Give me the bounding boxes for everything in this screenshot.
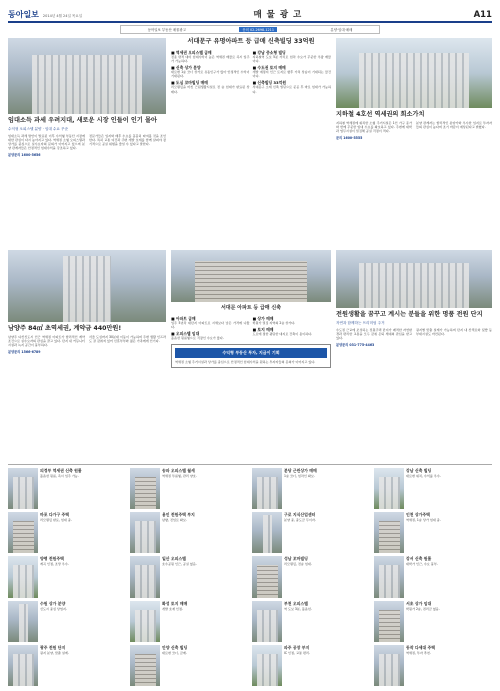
tile-photo [8,512,38,553]
tile-photo [252,556,282,597]
classified-tile [8,601,126,642]
story6-sub: 자연과 함께하는 프리미엄 주거 [336,320,385,325]
ribbon-highlight: 문의 02-2698-1211 [239,27,277,32]
page-header [8,6,492,20]
tile-body: 역세권 투룸형, 관리 양호. [162,474,197,478]
story2-item-title: ■ 수도권 토지 매매 [252,64,286,70]
tile-photo [8,468,38,509]
tile-title: 강남 신축 빌딩 [406,468,432,473]
tile-body: 계곡 인접, 조망 우수. [40,562,69,567]
story5-item-body: 도로에 접한 평탄한 대지로 건축이 용이하다. [252,331,313,336]
classified-tile [8,512,126,553]
story2-item-title: ■ 신축 상가 분양 [171,64,201,70]
tile-body: 역세권, 1층 상가 임대 중. [406,518,441,523]
promo-banner: 수익형 부동산 투자, 지금이 기회 [175,348,327,358]
tile-photo [8,601,38,642]
classified-tile [252,645,370,686]
story5-item-title: ■ 토지 매매 [252,326,274,332]
story2-item-body: 대로변 1층 코너 상가로 유동인구가 많아 안정적인 수익이 기대된다. [171,69,250,79]
classified-tile [374,468,492,509]
tile-title: 수원 상가 분양 [40,600,66,606]
story5-item-body: 학원가 밀집 지역의 2층 상가다. [252,320,296,325]
story5-item-title: ■ 상가 매매 [252,315,274,321]
promo-box [171,344,331,368]
tile-body: 대로변 위치, 수익률 우수. [406,474,441,478]
center-column [171,38,331,94]
tile-body: 1층 코너, 임차인 확보. [284,474,315,478]
ribbon-left: 동아일보 부동산 매물광고 [147,28,186,32]
story2-item-title: ■ 신축빌딩 33억원 [252,80,287,86]
tile-title: 광주 전원 단지 [40,644,66,650]
tile-photo [8,556,38,597]
story6-body-a: 수도권 근교에 조성되는 전원주택 단지가 쾌적한 자연환경과 편리한 교통을 모두 갖춰 은퇴 세대의 관심을 받고 있다. [336,327,412,340]
story1-headline: 임대소득 과세 우려지대, 새로운 시장 인들이 인기 몰아 [8,117,157,124]
tile-body: 분양 중, 중도금 무이자. [284,518,316,523]
classified-tile [130,556,248,597]
tile-photo [130,601,160,642]
photo-office [336,250,492,308]
story2-item-title: ■ 도심 꼬마빌딩 매매 [171,80,208,86]
ribbon-right: 분양·임대·매매 [330,28,353,32]
story6-contact: 분양문의 031-775-4463 [336,343,375,348]
story1-body-a: 임대소득 과세 방안이 발표된 이후 수익형 부동산 시장에 대한 관심이 다시 높아지고 있다. 역세권 소형 오피스텔과 상가를 중심으로 실수요자의 문의가 이어지고 있으며 분양 관계자들은 안정적인 임대수익을 강조하고 있다. [8,133,85,151]
photo-interior [8,38,166,114]
tile-body: 학원가 2층, 권리금 없음. [406,606,440,611]
tile-photo [374,556,404,597]
tile-title: 강서 신축 원룸 [406,556,432,562]
classified-tile [374,601,492,642]
tile-title: 성남 꼬마빌딩 [284,556,308,562]
story5-headline: 서대문 아파트 등 급매 신축 [220,305,282,311]
tile-photo [130,468,160,509]
story4-body-a: 남양주 다산신도시 인근 역세권 아파트가 합리적인 계약 조건으로 실수요자의 관심을 끌고 있다. 단지 내 커뮤니티 시설과 녹지 공간이 풍부하다. [8,334,85,347]
story3-body-a: 지하철 역세권에 위치한 소형 주거시설은 1인 가구 증가와 함께 꾸준한 임대 수요를 확보하고 있다. 주변에 대학과 업무시설이 밀집해 공실 걱정이 적다. [336,120,412,133]
tile-body: 리모델링, 전층 임대. [284,562,312,567]
tile-body: IC 인접, 교통 편리. [284,650,310,655]
issue-date: 2014년 4월 24일 목요일 [42,14,83,18]
tile-body: 대학가 인근, 수요 풍부. [406,562,438,567]
story4-body-b: 서울 도심까지 30분대 이동이 가능하며 주변 생활 인프라도 잘 갖춰져 있어 신혼부부와 젊은 가족에게 인기다. [89,334,166,343]
tile-photo [252,468,282,509]
story5 [171,250,331,368]
section-title: 매 물 광 고 [253,10,303,20]
story4-headline: 남양주 84㎡ 초역세권, 계약금 440만원! [8,325,122,332]
tile-title: 안양 신축 빌딩 [162,644,188,650]
classified-tile [374,512,492,553]
tile-photo [8,645,38,686]
classified-tile [130,645,248,686]
story2-item-body: 리모델링을 마친 근린생활시설로 전 층 임대가 완료된 상태다. [171,85,250,94]
tile-photo [130,512,160,553]
story5-item-body: 풀옵션 원룸형으로 직장인 수요가 많다. [171,335,224,340]
tile-title: 마포 다가구 주택 [40,512,70,518]
tile-body: 필지 분양, 맞춤 설계. [40,650,69,655]
story5-item-title: ■ 아파트 급매 [171,315,196,321]
classified-tile [252,468,370,509]
tile-title: 서초 상가 임대 [406,600,432,606]
story3-contact: 문의 1600-5555 [336,136,363,141]
promo-body: 역세권 소형 주거시설과 상가를 중심으로 안정적인 임대수익을 원하는 투자자들의 문의가 이어지고 있다. [175,360,316,365]
classified-tile [130,512,248,553]
classified-tile [8,556,126,597]
story1-sub: 수익형 오피스텔 분양 · 임대 수요 꾸준 [8,126,69,131]
story2-item-title: ■ 강남 중소형 빌딩 [252,49,286,55]
tile-body: 호수공원 인근, 공실 없음. [162,562,197,567]
photo-building [336,38,492,108]
tile-title: 송파 오피스텔 월세 [162,468,195,473]
tile-photo [130,645,160,686]
classified-tile [130,468,248,509]
grid-divider [8,464,492,465]
tile-body: 개발 호재 인접. [162,606,183,611]
tile-title: 일산 오피스텔 [162,556,186,562]
tile-body: 리모델링 완료, 임대 중. [40,518,72,523]
tile-photo [374,645,404,686]
story5-item-body: 입주 5년차 대단지 아파트로 시세보다 낮은 가격에 나왔다. [171,320,250,329]
story5-item-title: ■ 오피스텔 임대 [171,330,200,336]
story6-headline: 전원생활을 꿈꾸고 계시는 분들을 위한 명품 전원 단지 [336,311,483,318]
tile-photo [130,556,160,597]
classified-tile [252,512,370,553]
story4 [8,250,166,354]
story4-contact: 분양문의 1566-6789 [8,350,41,355]
tile-body: 남향, 진입로 확보. [162,518,187,523]
tile-title: 분당 근린상가 매매 [284,468,317,473]
story2-item-body: 전용 면적 대비 임대수익이 높은 역세권 매물로 즉시 입주가 가능하다. [171,54,250,63]
story2-item-title: ■ 역세권 오피스텔 급매 [171,49,212,55]
tile-title: 용인 전원주택 부지 [162,512,195,518]
tile-body: 풀옵션 원룸, 즉시 입주 가능. [40,474,79,478]
story2-item-body: 서대문구 소재 신축 빌딩으로 준공 후 바로 임대가 가능하다. [252,85,331,94]
tile-title: 구로 지식산업센터 [284,512,316,518]
tile-body: 역 도보 3분, 풀옵션. [284,606,312,611]
classified-grid [8,468,492,686]
tile-title: 인천 상가주택 [406,512,430,518]
story1-contact: 분양문의 1600-5656 [8,153,41,158]
tile-photo [374,512,404,553]
story1-body-b: 전문가들은 입지와 배후 수요를 꼼꼼히 따져볼 것을 조언한다. 특히 교통 여건과 주변 개발 호재를 함께 살펴야 장기적으로 공실 위험을 줄일 수 있다고 말한다. [89,133,166,146]
story2-item-body: 지하철역 도보 5분 거리로 임차 수요가 꾸준한 우량 매물이다. [252,54,331,63]
story2-item-body: 개발 예정지 인근 토지로 향후 가치 상승이 기대되는 물건이다. [252,69,331,79]
story3-headline: 지하철 4호선 역세권의 희소가치 [336,111,425,118]
tile-photo [374,468,404,509]
tile-title: 화성 토지 매매 [162,600,188,606]
left-column [8,38,166,157]
classified-tile [8,468,126,509]
tile-photo [374,601,404,642]
header-rule [8,21,492,23]
right-column [336,38,492,140]
classified-tile [374,645,492,686]
classified-tile [252,601,370,642]
ad-ribbon [120,25,380,34]
tile-title: 의정부 역세권 신축 원룸 [40,468,82,473]
tile-body: 신도시 중심 상업지. [40,606,67,611]
classified-tile [374,556,492,597]
story3-body-b: 분양 관계자는 합리적인 분양가와 우수한 입지로 투자자들의 관심이 높다며 조기 마감이 예상된다고 밝혔다. [416,120,492,129]
tile-title: 파주 공장 부지 [284,644,310,650]
tile-title: 부천 오피스텔 [284,600,308,606]
tile-photo [252,645,282,686]
story2-headline: 서대문구 유명아파트 등 급매 신축빌딩 33억원 [187,38,315,45]
tile-photo [252,601,282,642]
tile-body: 대로변 코너, 급매. [162,650,187,655]
tile-title: 동작 다세대 주택 [406,644,436,650]
story6-body-b: 필지별 맞춤 설계가 가능하며 단지 내 산책로와 텃밭 등 부대시설도 마련된다. [416,327,492,336]
story6 [336,250,492,347]
classified-tile [130,601,248,642]
photo-complex [171,250,331,302]
page-number: A11 [473,10,492,20]
tile-photo [252,512,282,553]
classified-tile [252,556,370,597]
tile-title: 양평 전원주택 [40,556,64,562]
newspaper-logo: 동아일보 [8,9,39,19]
classified-tile [8,645,126,686]
photo-tower [8,250,166,322]
tile-body: 역세권, 투자 추천. [406,650,431,655]
